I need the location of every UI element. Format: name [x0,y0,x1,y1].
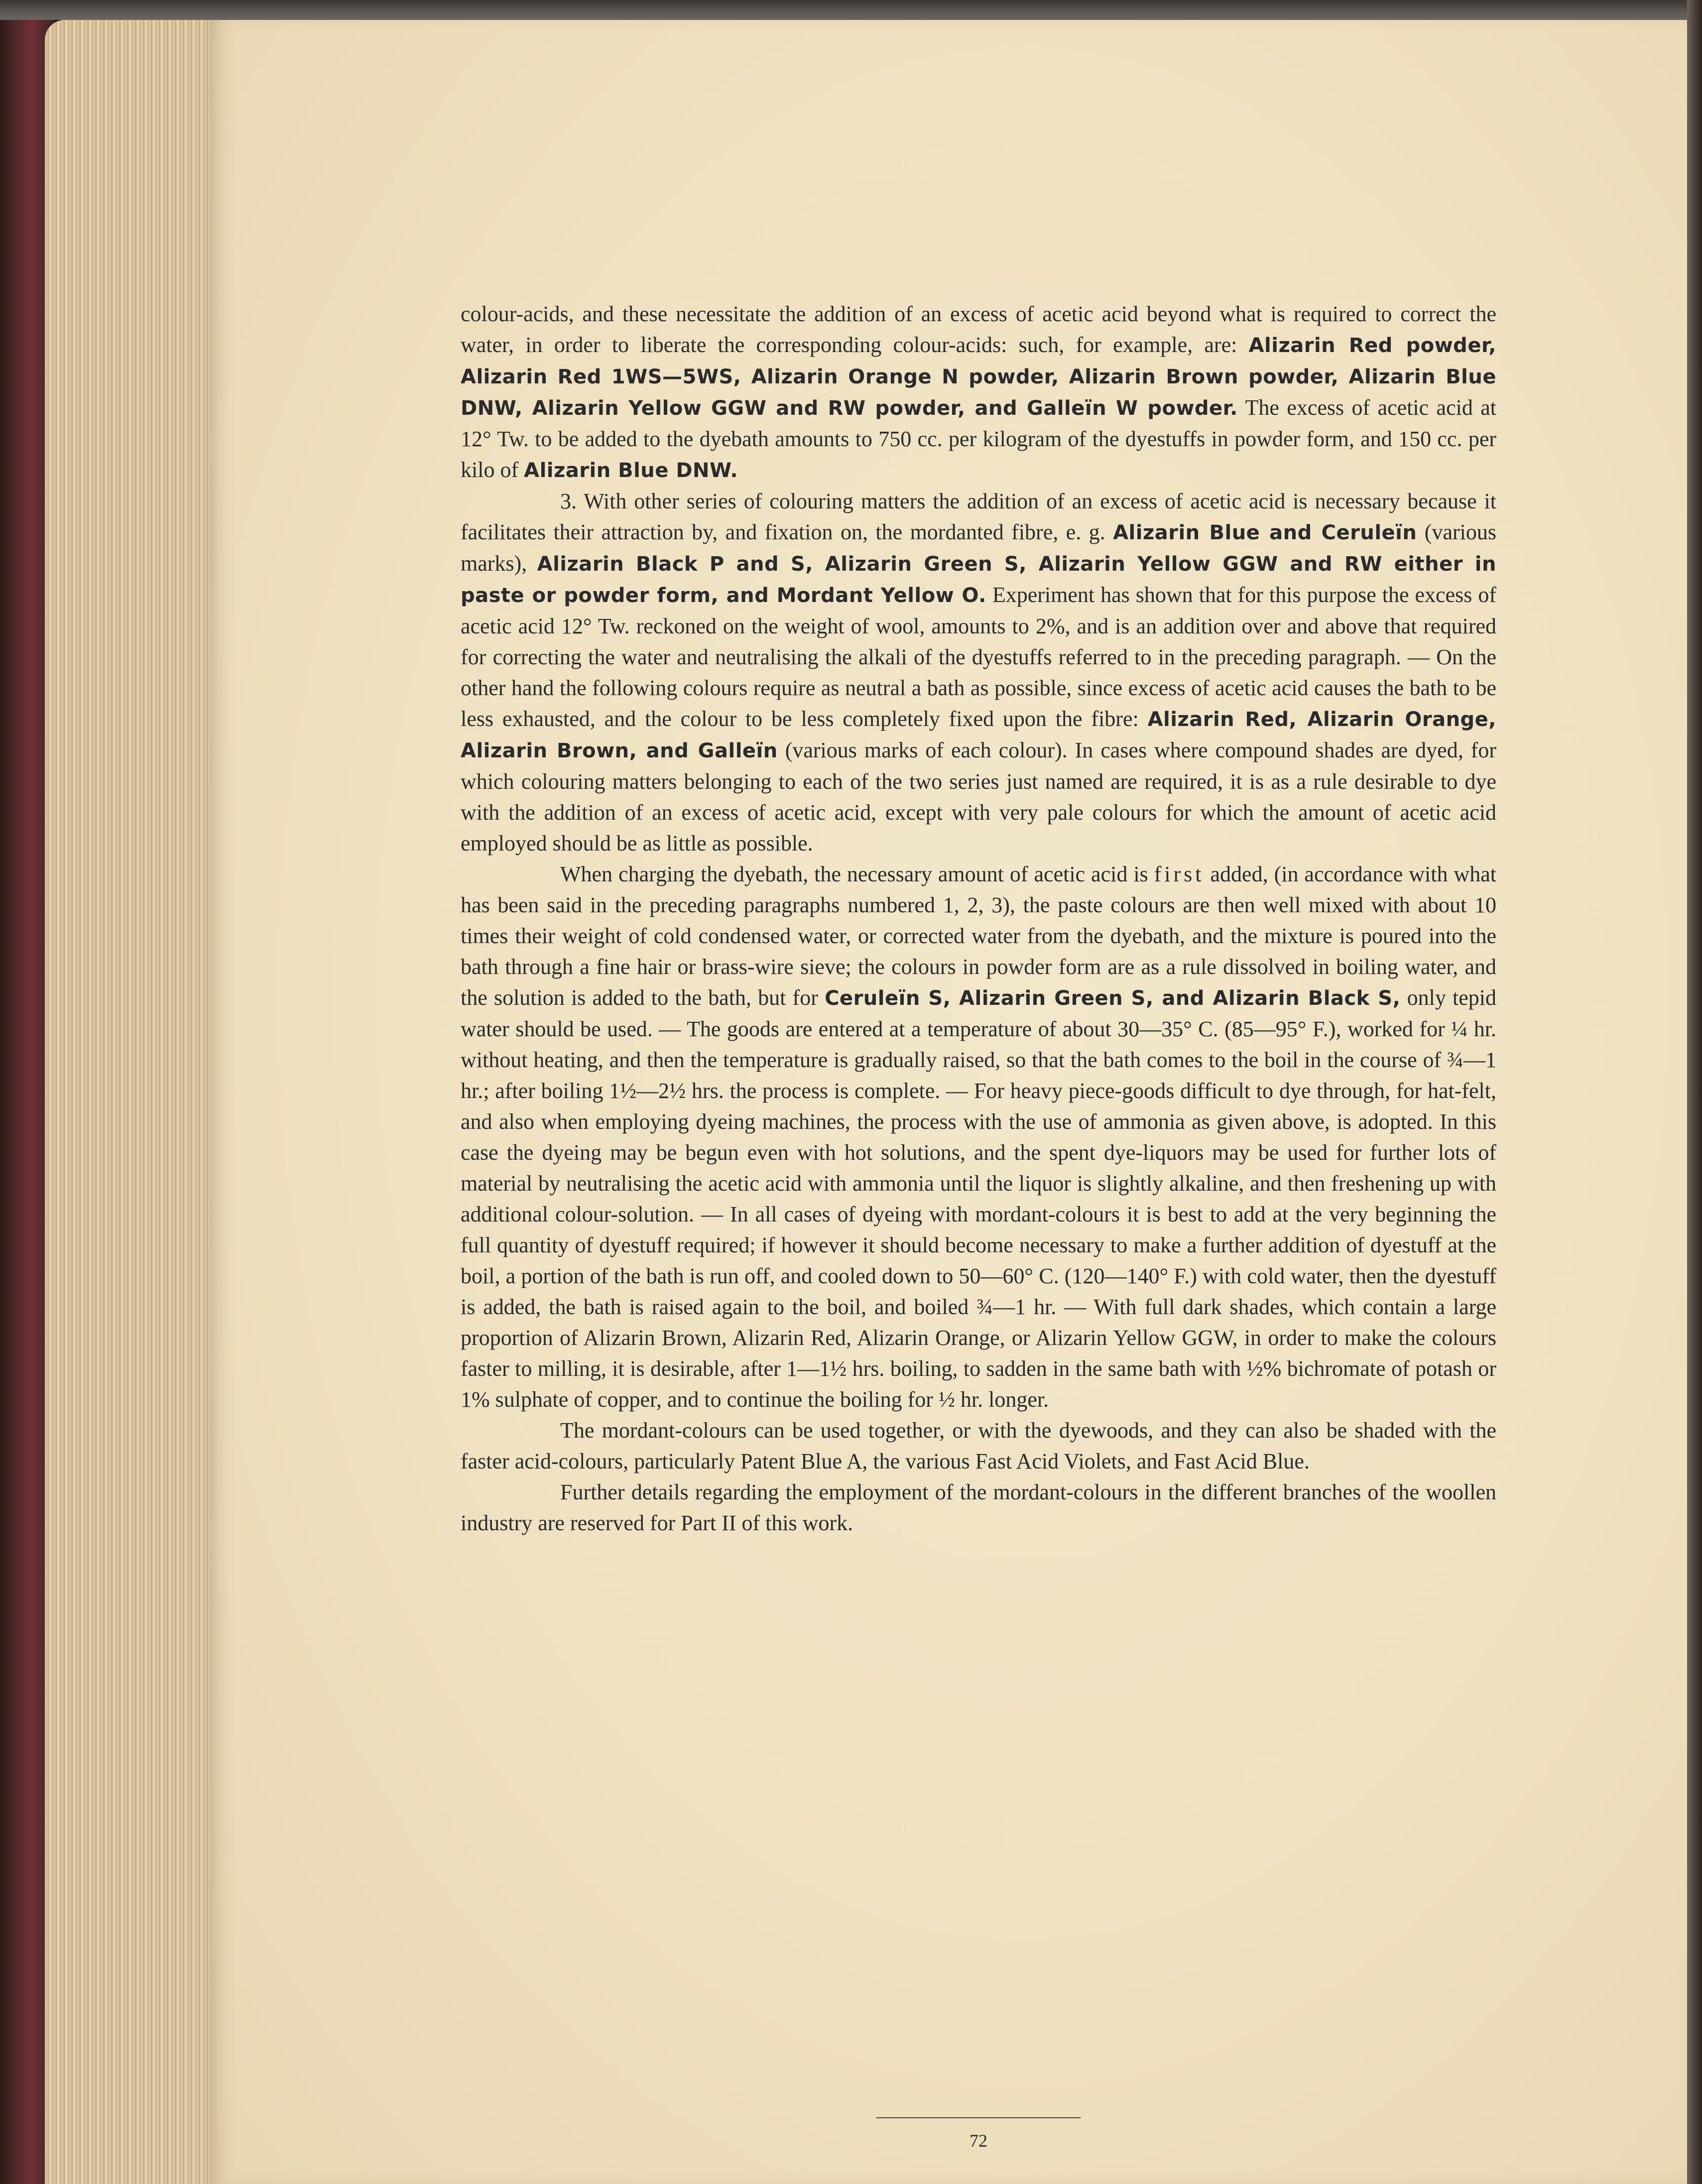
text-run: Further details regarding the employment of the mordant-colours in the different branches of the woollen industry are reserved for Part II of this work. [461,1480,1496,1535]
footer-rule [876,2117,1081,2118]
text-run: (various marks of each colour). In cases where compound shades are dyed, for which colouring matters belonging to each of the two series just named are required, it is as a rule desirable to dye with the addition of an excess of acetic acid, except with very pale colours for which the amount of acetic acid employed should be as little as possible. [461,738,1496,855]
text-run: (various marks), [461,520,1496,576]
bold-dye-name: Alizarin Red powder, Alizarin Red 1WS—5WS, Alizarin Orange N powder, Alizarin Brown powder, Alizarin Blue DNW, Alizarin Yellow GGW and RW powder, and Galleïn W powder. [461,334,1496,420]
text-run: added, (in accordance with what has been said in the preceding paragraphs numbered 1, 2, 3), the paste colours are then well mixed with about 10 times their weight of cold condensed water, or corrected water from the dyebath, and the mixture is poured into the bath through a fine hair or brass-wire sieve; the colours in powder form are as a rule dissolved in boiling water, and the solution is added to the bath, but for [461,862,1496,1010]
text-run: The excess of acetic acid at 12° Tw. to be added to the dyebath amounts to 750 cc. per kilogram of the dyestuffs in powder form, and 150 cc. per kilo of [461,395,1496,482]
text-run: only tepid water should be used. — The goods are entered at a temperature of about 30—35° C. (85—95° F.), worked for ¼ hr. without heating, and then the temperature is gradually raised, so that the bath comes to the boil in the course of ¾—1 hr.; after boiling 1½—2½ hrs. the process is complete. — For heavy piece-goods difficult to dye through, for hat-felt, and also when employing dyeing machines, the process with the use of ammonia as given above, is adopted. In this case the dyeing may be begun even with hot solutions, and the spent dye-liquors may be used for further lots of material by neutralising the acetic acid with ammonia until the liquor is slightly alkaline, and then freshening up with additional colour-solution. — In all cases of dyeing with mordant-colours it is best to add at the very beginning the full quantity of dyestuff required; if however it should become necessary to make a further addition of dyestuff at the boil, a portion of the bath is run off, and cooled down to 50—60° C. (120—140° F.) with cold water, then the dyestuff is added, the bath is raised again to the boil, and boiled ¾—1 hr. — With full dark shades, which contain a large proportion of Alizarin Brown, Alizarin Red, Alizarin Orange, or Alizarin Yellow GGW, in order to make the colours faster to milling, it is desirable, after 1—1½ hrs. boiling, to sadden in the same bath with ½% bichromate of potash or 1% sulphate of copper, and to continue the boiling for ½ hr. longer. [461,985,1497,1412]
text-run: colour-acids, and these necessitate the addition of an excess of acetic acid beyond what is required to correct the water, in order to liberate the corresponding colour-acids: such, for example, are: [461,302,1496,357]
paragraph [461,859,1496,1415]
book-page [209,20,1687,2184]
text-run: Experiment has shown that for this purpose the excess of acetic acid 12° Tw. reckoned on the weight of wool, amounts to 2%, and is an addition over and above that required for correcting the water and neutralising the alkali of the dyestuffs referred to in the preceding paragraph. — On the other hand the following colours require as neutral a bath as possible, since excess of acetic acid causes the bath to be less exhausted, and the colour to be less completely fixed upon the fibre: [461,583,1497,731]
paragraph [461,486,1496,859]
bold-dye-name: Alizarin Blue DNW. [524,459,738,482]
page-stack-edges [45,20,214,2184]
text-run: When charging the dyebath, the necessary amount of acetic acid is [560,862,1154,886]
page-number: 72 [970,2131,987,2151]
bold-dye-name: Alizarin Red, Alizarin Orange, Alizarin Brown, and Galleïn [461,708,1497,762]
paragraph [461,1415,1496,1477]
book-cover-right-edge [1687,0,1702,2184]
spaced-emphasis: first [1154,862,1205,886]
text-run: The mordant-colours can be used together, or with the dyewoods, and they can also be shaded with the faster acid-colours, particularly Patent Blue A, the various Fast Acid Violets, and Fast Acid Blue. [461,1418,1496,1473]
bold-dye-name: Alizarin Black P and S, Alizarin Green S, Alizarin Yellow GGW and RW either in paste or powder form, and Mordant Yellow O. [461,553,1496,607]
body-text [461,299,1496,1539]
book-cover-top-edge [0,0,1702,20]
bold-dye-name: Ceruleïn S, Alizarin Green S, and Alizarin Black S, [825,987,1401,1010]
text-run: 3. With other series of colouring matters the addition of an excess of acetic acid is necessary because it facilitates their attraction by, and fixation on, the mordanted fibre, e. g. [461,489,1496,544]
bold-dye-name: Alizarin Blue and Ceruleïn [1113,521,1417,544]
paragraph [461,299,1496,486]
paragraph [461,1477,1496,1539]
